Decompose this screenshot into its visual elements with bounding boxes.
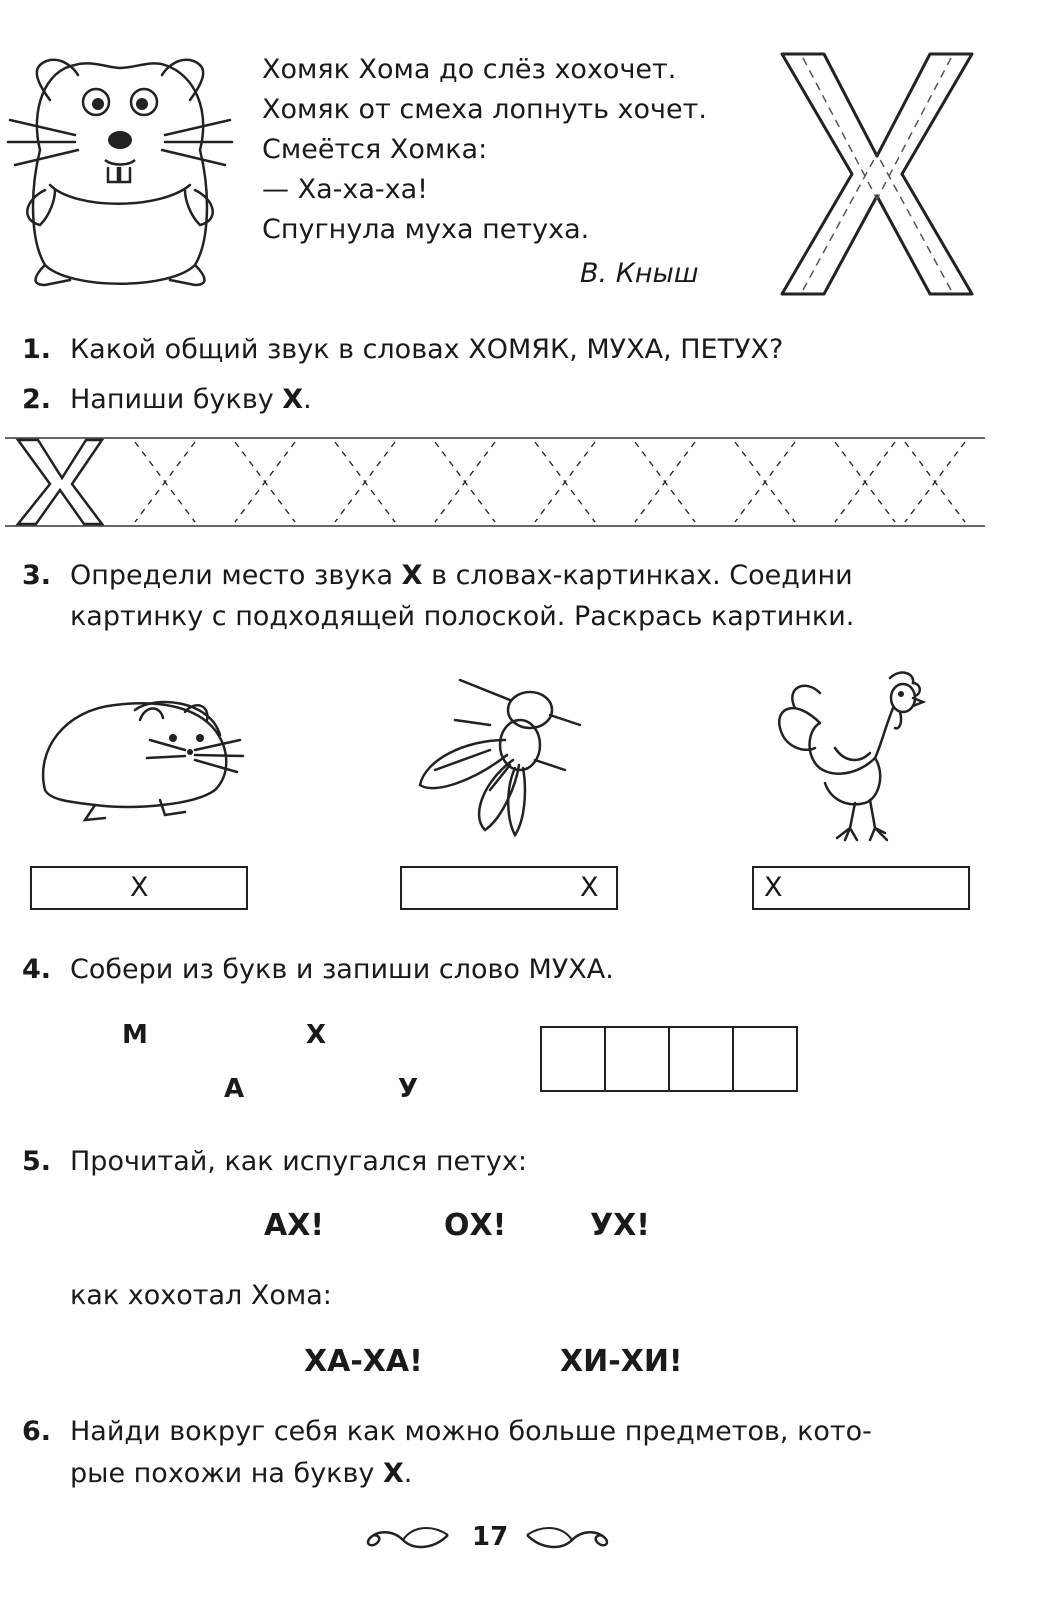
task-text: Найди вокруг себя как можно больше предметов, кото- <box>70 1416 872 1447</box>
page-number: 17 <box>472 1522 509 1552</box>
poem-line: — Ха-ха-ха! <box>262 174 428 205</box>
rooster-exclamation: УХ! <box>590 1208 650 1243</box>
task-number: 6. <box>22 1416 52 1447</box>
fly-picture <box>415 670 595 850</box>
rooster-exclamation: ОХ! <box>444 1208 507 1243</box>
task-text: рые похожи на букву <box>70 1458 383 1489</box>
task-text-end: . <box>303 384 312 415</box>
writing-practice-lines[interactable] <box>0 428 1045 538</box>
task-6-line-2 <box>70 1460 412 1487</box>
task-3-line-2: картинку с подходящей полоской. Раскрась картинки. <box>70 601 855 632</box>
poem-author: В. Кныш <box>580 258 699 289</box>
sound-position-strip[interactable] <box>400 866 618 910</box>
hamster-laugh: ХА-ХА! <box>304 1344 423 1379</box>
answer-cell[interactable] <box>540 1026 606 1092</box>
task-number: 4. <box>22 954 52 985</box>
task-5 <box>22 1148 527 1175</box>
scramble-letter: У <box>398 1074 419 1104</box>
task-bold-letter: Х <box>382 1458 404 1489</box>
sound-position-strip[interactable] <box>752 866 970 910</box>
task-4 <box>22 956 614 983</box>
task-1 <box>22 336 783 363</box>
big-letter-x-outline <box>772 44 982 304</box>
hamster-picture <box>35 690 245 830</box>
answer-cell[interactable] <box>732 1026 798 1092</box>
scramble-letter: А <box>224 1074 245 1104</box>
sound-position-strip[interactable] <box>30 866 248 910</box>
task-5-text-2: как хохотал Хома: <box>70 1280 332 1311</box>
ornament-right-icon <box>522 1520 617 1550</box>
scramble-letter: Х <box>306 1020 327 1050</box>
task-3 <box>22 562 853 589</box>
hamster-cartoon-illustration <box>0 40 240 340</box>
task-number: 2. <box>22 384 52 415</box>
answer-cell[interactable] <box>604 1026 670 1092</box>
strip-letter: Х <box>580 872 599 903</box>
hamster-laugh: ХИ-ХИ! <box>560 1344 683 1379</box>
ornament-left-icon <box>358 1520 453 1550</box>
poem-line: Хомяк Хома до слёз хохочет. <box>262 54 677 85</box>
rooster-picture <box>775 668 945 858</box>
answer-cell[interactable] <box>668 1026 734 1092</box>
poem-line: Смеётся Хомка: <box>262 134 488 165</box>
poem-line: Спугнула муха петуха. <box>262 214 590 245</box>
sample-letter-x <box>18 440 102 524</box>
answer-grid <box>540 1026 796 1092</box>
task-text: Собери из букв и запиши слово МУХА. <box>70 954 614 985</box>
task-text: Какой общий звук в словах ХОМЯК, МУХА, ПЕТУХ? <box>70 334 784 365</box>
scramble-letter: М <box>122 1020 148 1050</box>
poem-line: Хомяк от смеха лопнуть хочет. <box>262 94 707 125</box>
task-2 <box>22 386 312 413</box>
task-number: 1. <box>22 334 52 365</box>
task-number: 5. <box>22 1146 52 1177</box>
task-text: Прочитай, как испугался петух: <box>70 1146 527 1177</box>
strip-letter: Х <box>764 872 783 903</box>
task-text: Определи место звука <box>70 560 402 591</box>
rooster-exclamation: АХ! <box>264 1208 325 1243</box>
task-bold-letter: Х <box>282 384 304 415</box>
strip-letter: Х <box>130 872 149 903</box>
task-text: Напиши букву <box>70 384 283 415</box>
task-6 <box>22 1418 872 1445</box>
task-text: в словах-картинках. Соедини <box>422 560 853 591</box>
task-bold-letter: Х <box>401 560 423 591</box>
task-number: 3. <box>22 560 52 591</box>
task-text-end: . <box>403 1458 413 1489</box>
